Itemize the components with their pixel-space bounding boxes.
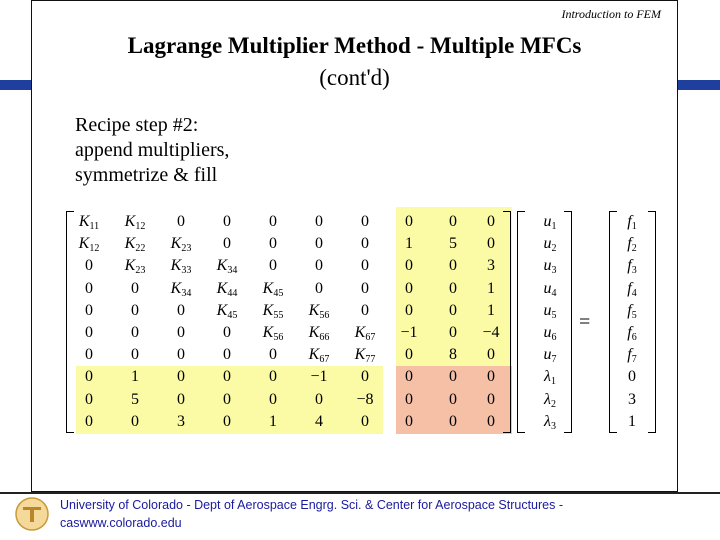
- matrix-cell: 3: [487, 257, 495, 275]
- university-logo-icon: [14, 496, 50, 532]
- unknown-cell: $u_7$: [543, 346, 557, 366]
- matrix-cell: 0: [85, 301, 93, 319]
- rhs-cell: $f_4$: [627, 279, 637, 299]
- unknown-cell: $u_6$: [543, 324, 557, 343]
- matrix-cell: −4: [482, 324, 500, 341]
- matrix-cell: 0: [269, 390, 277, 408]
- rhs-cell: 1: [628, 412, 636, 430]
- matrix-cell: 1: [269, 412, 277, 430]
- recipe-line: append multipliers,: [75, 139, 230, 161]
- matrix-cell: 1: [131, 368, 139, 386]
- matrix-cell: 0: [223, 235, 231, 253]
- rhs-cell: 3: [628, 390, 636, 408]
- rhs-cell: $f_3$: [627, 257, 637, 277]
- matrix-cell: 0: [131, 346, 139, 364]
- matrix-cell: −8: [356, 390, 374, 408]
- recipe-text: [75, 113, 229, 188]
- matrix-cell: 0: [487, 412, 495, 430]
- matrix-cell: $K_{34}$: [216, 257, 238, 277]
- matrix-cell: 0: [177, 368, 185, 386]
- matrix-cell: 0: [269, 257, 277, 275]
- recipe-line: symmetrize & fill: [75, 164, 218, 186]
- matrix-cell: 1: [405, 235, 413, 253]
- rhs-cell: $f_7$: [627, 346, 637, 366]
- matrix-cell: −1: [310, 368, 328, 386]
- matrix-cell: $K_{44}$: [216, 279, 238, 299]
- matrix-cell: 0: [449, 213, 457, 230]
- matrix-cell: 0: [361, 368, 369, 386]
- matrix-cell: $K_{77}$: [354, 346, 376, 366]
- matrix-cell: $K_{45}$: [262, 279, 284, 299]
- unknown-cell: $u_3$: [543, 257, 557, 277]
- matrix-cell: 0: [487, 390, 495, 408]
- matrix-cell: 0: [361, 412, 369, 430]
- rhs-cell: $f_5$: [627, 301, 637, 321]
- rhs-cell: $f_6$: [627, 324, 637, 343]
- matrix-cell: 0: [405, 368, 413, 386]
- matrix-cell: 0: [177, 324, 185, 341]
- rhs-cell: 0: [628, 368, 636, 386]
- matrix-cell: 0: [223, 412, 231, 430]
- matrix-cell: 0: [405, 257, 413, 275]
- matrix-cell: 0: [269, 235, 277, 253]
- matrix-cell: 0: [177, 390, 185, 408]
- matrix-cell: $K_{56}$: [308, 301, 330, 321]
- unknown-cell: $\lambda_3$: [544, 412, 556, 432]
- matrix-cell: $K_{66}$: [308, 324, 330, 343]
- unknown-cell: $\lambda_2$: [544, 390, 556, 410]
- matrix-cell: 0: [449, 412, 457, 430]
- matrix-cell: 0: [449, 368, 457, 386]
- matrix-cell: 0: [361, 279, 369, 297]
- matrix-cell: 0: [361, 235, 369, 253]
- footer-line: University of Colorado - Dept of Aerospace Engrg. Sci. & Center for Aerospace Structures -: [60, 498, 564, 512]
- matrix-cell: 0: [449, 257, 457, 275]
- unknown-cell: $u_4$: [543, 279, 557, 299]
- matrix-cell: 8: [449, 346, 457, 364]
- matrix-cell: 0: [449, 324, 457, 341]
- equals-sign: =: [579, 311, 591, 333]
- matrix-cell: 0: [487, 235, 495, 253]
- footer-line: caswww.colorado.edu: [60, 516, 182, 530]
- matrix-cell: 0: [131, 279, 139, 297]
- course-header: Introduction to FEM: [561, 7, 661, 21]
- matrix-cell: 0: [269, 213, 277, 230]
- matrix-cell: 0: [269, 346, 277, 364]
- matrix-cell: 0: [405, 346, 413, 364]
- matrix-cell: $K_{56}$: [262, 324, 284, 343]
- matrix-cell: $K_{33}$: [170, 257, 192, 277]
- matrix-cell: 0: [405, 279, 413, 297]
- matrix-cell: −1: [400, 324, 418, 341]
- rhs-cell: $f_1$: [627, 213, 637, 232]
- accent-bar-left: [0, 80, 32, 90]
- unknown-cell: $u_2$: [543, 235, 557, 255]
- matrix-cell: 0: [131, 412, 139, 430]
- matrix-cell: 5: [131, 390, 139, 408]
- matrix-cell: $K_{67}$: [308, 346, 330, 366]
- matrix-cell: 0: [361, 257, 369, 275]
- matrix-cell: 0: [85, 390, 93, 408]
- matrix-cell: 1: [487, 279, 495, 297]
- matrix-cell: 0: [177, 301, 185, 319]
- unknown-cell: $u_5$: [543, 301, 557, 321]
- matrix-cell: 0: [361, 213, 369, 230]
- matrix-cell: 0: [315, 390, 323, 408]
- unknowns-left-bracket: [517, 211, 525, 433]
- matrix-cell: 0: [449, 301, 457, 319]
- accent-bar-right: [678, 80, 720, 90]
- matrix-cell: 0: [487, 368, 495, 386]
- matrix-cell: 0: [405, 301, 413, 319]
- footer-credit: [60, 496, 563, 532]
- matrix-cell: 0: [361, 301, 369, 319]
- matrix-cell: 0: [85, 324, 93, 341]
- matrix-cell: $K_{12}$: [78, 235, 100, 255]
- slide-title: Lagrange Multiplier Method - Multiple MFCs: [127, 33, 582, 58]
- matrix-cell: 0: [131, 301, 139, 319]
- matrix-cell: $K_{23}$: [170, 235, 192, 255]
- matrix-cell: $K_{67}$: [354, 324, 376, 343]
- matrix-cell: 0: [85, 346, 93, 364]
- matrix-cell: 0: [85, 257, 93, 275]
- matrix-cell: 0: [131, 324, 139, 341]
- matrix-cell: $K_{22}$: [124, 235, 146, 255]
- matrix-cell: 0: [85, 368, 93, 386]
- matrix-cell: 0: [405, 412, 413, 430]
- matrix-cell: 0: [223, 213, 231, 230]
- matrix-cell: 0: [405, 390, 413, 408]
- matrix-cell: 0: [223, 368, 231, 386]
- matrix-cell: $K_{23}$: [124, 257, 146, 277]
- matrix-cell: 0: [405, 213, 413, 230]
- matrix-cell: 3: [177, 412, 185, 430]
- matrix-cell: $K_{34}$: [170, 279, 192, 299]
- matrix-cell: 0: [223, 324, 231, 341]
- matrix-cell: 0: [315, 213, 323, 230]
- matrix-cell: 0: [487, 346, 495, 364]
- matrix-cell: 0: [177, 346, 185, 364]
- matrix-cell: 0: [315, 257, 323, 275]
- recipe-line: Recipe step #2:: [75, 114, 199, 136]
- matrix-cell: 0: [487, 213, 495, 230]
- matrix-cell: 0: [269, 368, 277, 386]
- matrix-cell: 0: [449, 279, 457, 297]
- unknown-cell: $u_1$: [543, 213, 557, 232]
- matrix-cell: $K_{55}$: [262, 301, 284, 321]
- matrix-cell: 0: [449, 390, 457, 408]
- matrix-cell: 0: [315, 235, 323, 253]
- matrix-cell: 0: [177, 213, 185, 230]
- matrix-cell: $K_{11}$: [78, 213, 100, 232]
- matrix-cell: 0: [223, 346, 231, 364]
- unknown-cell: $\lambda_1$: [544, 368, 556, 388]
- matrix-cell: 5: [449, 235, 457, 253]
- rhs-cell: $f_2$: [627, 235, 637, 255]
- matrix-cell: 0: [315, 279, 323, 297]
- matrix-cell: $K_{45}$: [216, 301, 238, 321]
- matrix-cell: 0: [223, 390, 231, 408]
- matrix-cell: $K_{12}$: [124, 213, 146, 232]
- footer-divider: [0, 492, 720, 494]
- slide-subtitle: (cont'd): [319, 65, 390, 90]
- matrix-cell: 1: [487, 301, 495, 319]
- matrix-cell: 4: [315, 412, 323, 430]
- matrix-cell: 0: [85, 279, 93, 297]
- matrix-cell: 0: [85, 412, 93, 430]
